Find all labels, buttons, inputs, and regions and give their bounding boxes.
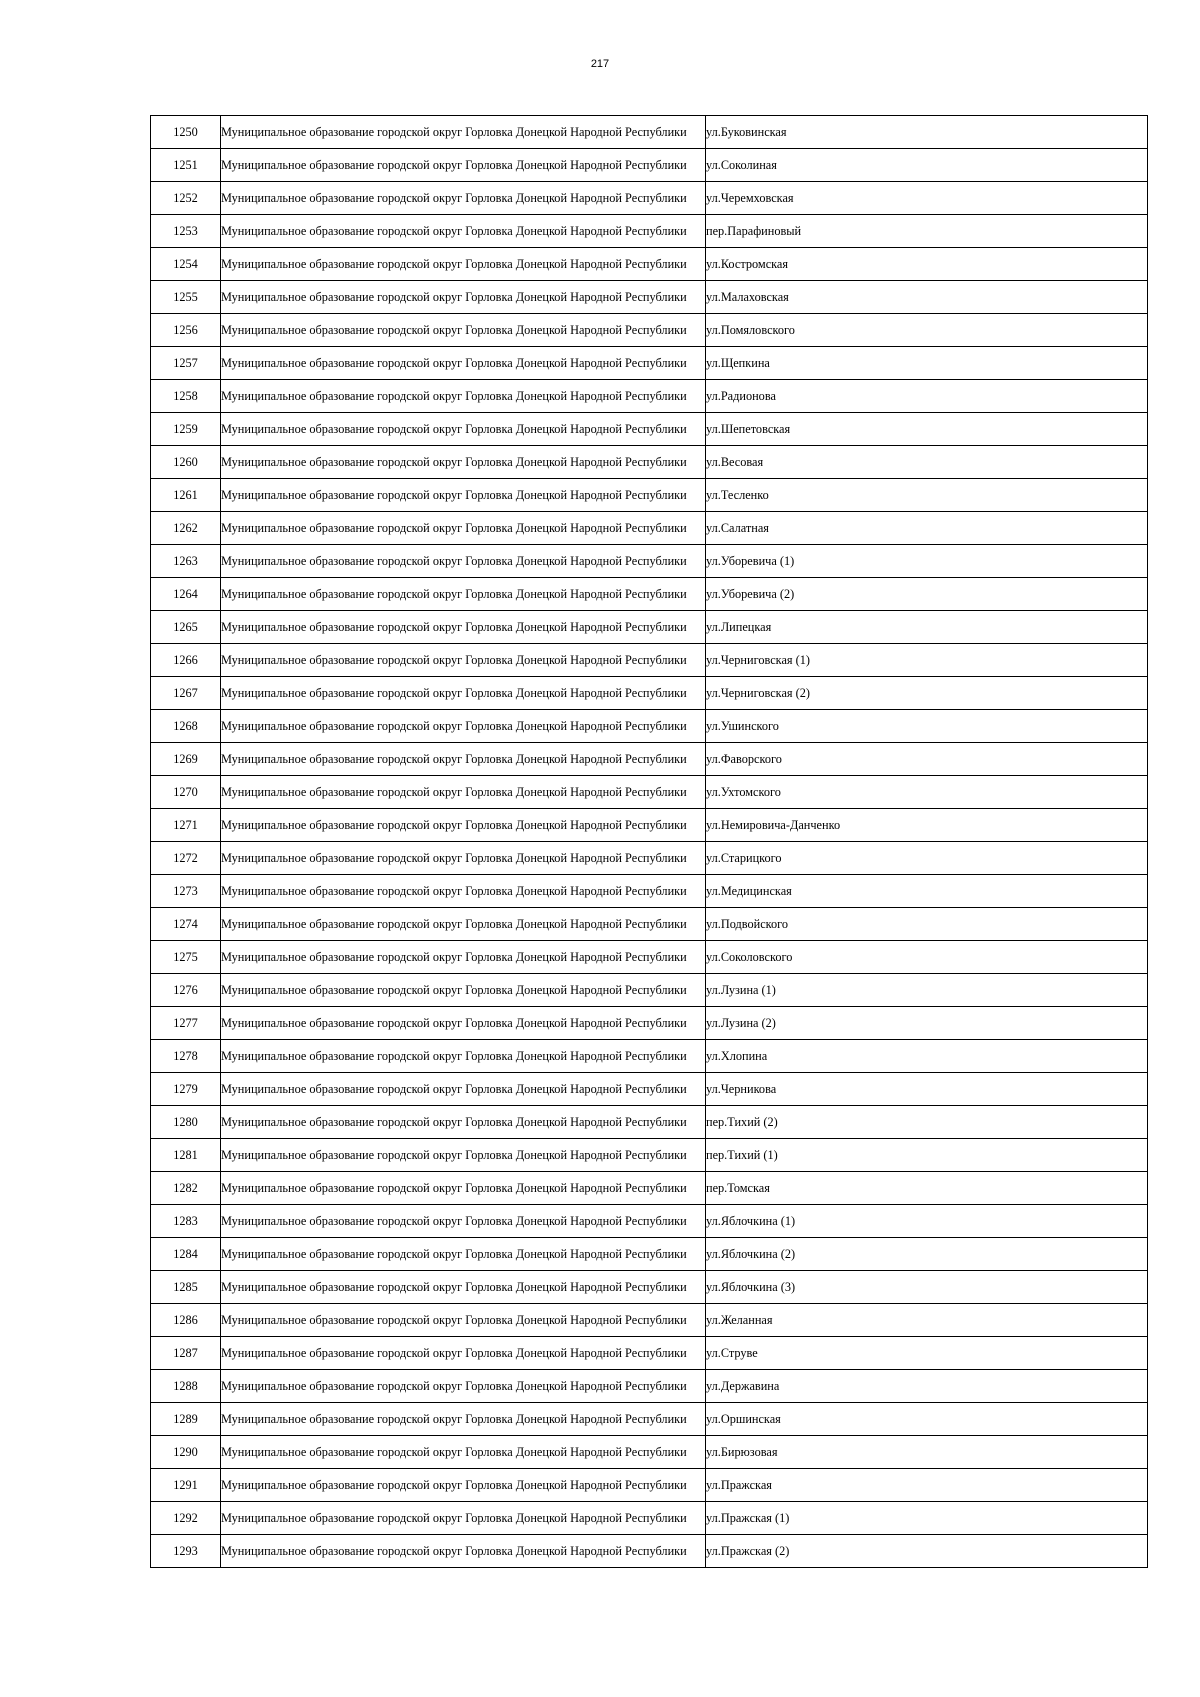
municipality-name: Муниципальное образование городской округ Горловка Донецкой Народной Республики [221, 851, 687, 865]
row-number: 1262 [151, 512, 221, 545]
table-row [151, 611, 1148, 644]
row-number: 1272 [151, 842, 221, 875]
row-number: 1287 [151, 1337, 221, 1370]
municipality-cell [221, 1370, 706, 1403]
municipality-cell [221, 1436, 706, 1469]
table-row [151, 677, 1148, 710]
municipality-name: Муниципальное образование городской округ Горловка Донецкой Народной Республики [221, 587, 687, 601]
table-row [151, 248, 1148, 281]
municipality-name: Муниципальное образование городской округ Горловка Донецкой Народной Республики [221, 389, 687, 403]
table-row [151, 347, 1148, 380]
table-row [151, 1139, 1148, 1172]
table-row [151, 1304, 1148, 1337]
row-number: 1293 [151, 1535, 221, 1568]
municipality-cell [221, 1139, 706, 1172]
table-row [151, 809, 1148, 842]
municipality-name: Муниципальное образование городской округ Горловка Донецкой Народной Республики [221, 455, 687, 469]
row-number: 1275 [151, 941, 221, 974]
table-row [151, 512, 1148, 545]
municipality-cell [221, 743, 706, 776]
municipality-name: Муниципальное образование городской округ Горловка Донецкой Народной Республики [221, 752, 687, 766]
municipality-name: Муниципальное образование городской округ Горловка Донецкой Народной Республики [221, 158, 687, 172]
municipality-cell [221, 215, 706, 248]
table-row [151, 644, 1148, 677]
municipality-name: Муниципальное образование городской округ Горловка Донецкой Народной Республики [221, 1478, 687, 1492]
municipality-name: Муниципальное образование городской округ Горловка Донецкой Народной Республики [221, 1115, 687, 1129]
street-name: ул.Старицкого [706, 842, 1148, 875]
table-row [151, 743, 1148, 776]
row-number: 1273 [151, 875, 221, 908]
street-name: ул.Лузина (2) [706, 1007, 1148, 1040]
street-name: ул.Ухтомского [706, 776, 1148, 809]
municipality-cell [221, 1271, 706, 1304]
street-name: ул.Фаворского [706, 743, 1148, 776]
street-name: пер.Парафиновый [706, 215, 1148, 248]
row-number: 1274 [151, 908, 221, 941]
table-row [151, 215, 1148, 248]
table-row [151, 1502, 1148, 1535]
municipality-name: Муниципальное образование городской округ Горловка Донецкой Народной Республики [221, 1445, 687, 1459]
table-row [151, 281, 1148, 314]
row-number: 1281 [151, 1139, 221, 1172]
municipality-name: Муниципальное образование городской округ Горловка Донецкой Народной Республики [221, 1082, 687, 1096]
row-number: 1250 [151, 116, 221, 149]
street-name: ул.Ушинского [706, 710, 1148, 743]
street-name: ул.Пражская [706, 1469, 1148, 1502]
table-row [151, 380, 1148, 413]
table-row [151, 1205, 1148, 1238]
municipality-cell [221, 710, 706, 743]
table-row [151, 1238, 1148, 1271]
municipality-cell [221, 479, 706, 512]
street-name: ул.Помяловского [706, 314, 1148, 347]
municipality-cell [221, 1238, 706, 1271]
municipality-cell [221, 347, 706, 380]
row-number: 1267 [151, 677, 221, 710]
street-name: ул.Желанная [706, 1304, 1148, 1337]
municipality-cell [221, 1403, 706, 1436]
municipality-cell [221, 1205, 706, 1238]
street-name: ул.Яблочкина (1) [706, 1205, 1148, 1238]
street-name: ул.Черемховская [706, 182, 1148, 215]
row-number: 1280 [151, 1106, 221, 1139]
municipality-name: Муниципальное образование городской округ Горловка Донецкой Народной Республики [221, 950, 687, 964]
row-number: 1260 [151, 446, 221, 479]
street-name: ул.Черниговская (1) [706, 644, 1148, 677]
municipality-cell [221, 1502, 706, 1535]
municipality-name: Муниципальное образование городской округ Горловка Донецкой Народной Республики [221, 653, 687, 667]
municipality-name: Муниципальное образование городской округ Горловка Донецкой Народной Республики [221, 818, 687, 832]
street-name: ул.Бирюзовая [706, 1436, 1148, 1469]
municipality-cell [221, 281, 706, 314]
table-row [151, 710, 1148, 743]
municipality-name: Муниципальное образование городской округ Горловка Донецкой Народной Республики [221, 1181, 687, 1195]
municipality-cell [221, 1469, 706, 1502]
municipality-cell [221, 149, 706, 182]
row-number: 1256 [151, 314, 221, 347]
row-number: 1292 [151, 1502, 221, 1535]
municipality-cell [221, 182, 706, 215]
table-row [151, 413, 1148, 446]
street-name: ул.Липецкая [706, 611, 1148, 644]
municipality-cell [221, 1304, 706, 1337]
municipality-name: Муниципальное образование городской округ Горловка Донецкой Народной Республики [221, 1214, 687, 1228]
table-row [151, 545, 1148, 578]
table-row [151, 1436, 1148, 1469]
municipality-name: Муниципальное образование городской округ Горловка Донецкой Народной Республики [221, 1049, 687, 1063]
row-number: 1283 [151, 1205, 221, 1238]
table-row [151, 1007, 1148, 1040]
municipality-name: Муниципальное образование городской округ Горловка Донецкой Народной Республики [221, 1511, 687, 1525]
street-name: ул.Подвойского [706, 908, 1148, 941]
street-name: ул.Уборевича (2) [706, 578, 1148, 611]
table-row [151, 908, 1148, 941]
row-number: 1252 [151, 182, 221, 215]
municipality-name: Муниципальное образование городской округ Горловка Донецкой Народной Республики [221, 191, 687, 205]
table-row [151, 1172, 1148, 1205]
municipality-cell [221, 611, 706, 644]
row-number: 1251 [151, 149, 221, 182]
table-row [151, 182, 1148, 215]
street-name: ул.Оршинская [706, 1403, 1148, 1436]
table-row [151, 578, 1148, 611]
street-name: ул.Соколиная [706, 149, 1148, 182]
row-number: 1257 [151, 347, 221, 380]
table-row [151, 1337, 1148, 1370]
municipality-cell [221, 809, 706, 842]
table-row [151, 941, 1148, 974]
municipality-cell [221, 512, 706, 545]
row-number: 1289 [151, 1403, 221, 1436]
table-row [151, 1403, 1148, 1436]
street-name: ул.Яблочкина (2) [706, 1238, 1148, 1271]
municipality-name: Муниципальное образование городской округ Горловка Донецкой Народной Республики [221, 1412, 687, 1426]
street-name: ул.Лузина (1) [706, 974, 1148, 1007]
row-number: 1288 [151, 1370, 221, 1403]
street-name: ул.Черникова [706, 1073, 1148, 1106]
row-number: 1276 [151, 974, 221, 1007]
street-name: пер.Тихий (1) [706, 1139, 1148, 1172]
row-number: 1259 [151, 413, 221, 446]
row-number: 1291 [151, 1469, 221, 1502]
table-row [151, 1073, 1148, 1106]
street-name: ул.Хлопина [706, 1040, 1148, 1073]
municipality-cell [221, 908, 706, 941]
municipality-name: Муниципальное образование городской округ Горловка Донецкой Народной Республики [221, 1247, 687, 1261]
municipality-name: Муниципальное образование городской округ Горловка Донецкой Народной Республики [221, 1313, 687, 1327]
row-number: 1284 [151, 1238, 221, 1271]
municipality-name: Муниципальное образование городской округ Горловка Донецкой Народной Республики [221, 257, 687, 271]
municipality-name: Муниципальное образование городской округ Горловка Донецкой Народной Республики [221, 1148, 687, 1162]
row-number: 1258 [151, 380, 221, 413]
table-row [151, 1370, 1148, 1403]
row-number: 1263 [151, 545, 221, 578]
row-number: 1254 [151, 248, 221, 281]
street-name: ул.Костромская [706, 248, 1148, 281]
municipality-cell [221, 842, 706, 875]
street-name: ул.Щепкина [706, 347, 1148, 380]
row-number: 1255 [151, 281, 221, 314]
row-number: 1285 [151, 1271, 221, 1304]
municipality-name: Муниципальное образование городской округ Горловка Донецкой Народной Республики [221, 917, 687, 931]
row-number: 1286 [151, 1304, 221, 1337]
street-name: ул.Черниговская (2) [706, 677, 1148, 710]
municipality-name: Муниципальное образование городской округ Горловка Донецкой Народной Республики [221, 1280, 687, 1294]
row-number: 1277 [151, 1007, 221, 1040]
row-number: 1269 [151, 743, 221, 776]
municipality-cell [221, 677, 706, 710]
municipality-cell [221, 248, 706, 281]
municipality-cell [221, 413, 706, 446]
street-name: ул.Буковинская [706, 116, 1148, 149]
municipality-name: Муниципальное образование городской округ Горловка Донецкой Народной Республики [221, 884, 687, 898]
municipality-name: Муниципальное образование городской округ Горловка Донецкой Народной Республики [221, 521, 687, 535]
municipality-name: Муниципальное образование городской округ Горловка Донецкой Народной Республики [221, 422, 687, 436]
street-name: пер.Тихий (2) [706, 1106, 1148, 1139]
municipality-name: Муниципальное образование городской округ Горловка Донецкой Народной Республики [221, 686, 687, 700]
street-name: ул.Пражская (1) [706, 1502, 1148, 1535]
municipality-name: Муниципальное образование городской округ Горловка Донецкой Народной Республики [221, 323, 687, 337]
street-name: ул.Яблочкина (3) [706, 1271, 1148, 1304]
street-name: ул.Пражская (2) [706, 1535, 1148, 1568]
street-name: ул.Немировича-Данченко [706, 809, 1148, 842]
municipality-name: Муниципальное образование городской округ Горловка Донецкой Народной Республики [221, 719, 687, 733]
municipality-name: Муниципальное образование городской округ Горловка Донецкой Народной Республики [221, 1346, 687, 1360]
municipality-name: Муниципальное образование городской округ Горловка Донецкой Народной Республики [221, 554, 687, 568]
row-number: 1271 [151, 809, 221, 842]
municipality-cell [221, 1073, 706, 1106]
municipality-cell [221, 875, 706, 908]
street-name: ул.Шепетовская [706, 413, 1148, 446]
table-row [151, 1271, 1148, 1304]
row-number: 1270 [151, 776, 221, 809]
municipality-name: Муниципальное образование городской округ Горловка Донецкой Народной Республики [221, 125, 687, 139]
municipality-cell [221, 644, 706, 677]
street-name: ул.Соколовского [706, 941, 1148, 974]
table-row [151, 1535, 1148, 1568]
table-row [151, 314, 1148, 347]
table-row [151, 842, 1148, 875]
municipality-name: Муниципальное образование городской округ Горловка Донецкой Народной Республики [221, 983, 687, 997]
municipality-cell [221, 116, 706, 149]
street-name: ул.Салатная [706, 512, 1148, 545]
table-row [151, 875, 1148, 908]
street-name: пер.Томская [706, 1172, 1148, 1205]
municipality-cell [221, 941, 706, 974]
row-number: 1265 [151, 611, 221, 644]
page-number: 217 [590, 58, 610, 70]
municipality-cell [221, 314, 706, 347]
municipality-name: Муниципальное образование городской округ Горловка Донецкой Народной Республики [221, 290, 687, 304]
municipality-name: Муниципальное образование городской округ Горловка Донецкой Народной Республики [221, 620, 687, 634]
municipality-cell [221, 1007, 706, 1040]
street-name: ул.Тесленко [706, 479, 1148, 512]
street-registry-table [150, 115, 1148, 1568]
municipality-cell [221, 1535, 706, 1568]
table-row [151, 974, 1148, 1007]
municipality-cell [221, 545, 706, 578]
municipality-cell [221, 1172, 706, 1205]
table-row [151, 1469, 1148, 1502]
municipality-cell [221, 1337, 706, 1370]
street-name: ул.Малаховская [706, 281, 1148, 314]
municipality-name: Муниципальное образование городской округ Горловка Донецкой Народной Республики [221, 1016, 687, 1030]
row-number: 1264 [151, 578, 221, 611]
table-body [151, 116, 1148, 1568]
street-name: ул.Струве [706, 1337, 1148, 1370]
row-number: 1282 [151, 1172, 221, 1205]
municipality-name: Муниципальное образование городской округ Горловка Донецкой Народной Республики [221, 1544, 687, 1558]
table-row [151, 1106, 1148, 1139]
municipality-name: Муниципальное образование городской округ Горловка Донецкой Народной Республики [221, 785, 687, 799]
street-name: ул.Уборевича (1) [706, 545, 1148, 578]
row-number: 1279 [151, 1073, 221, 1106]
municipality-cell [221, 446, 706, 479]
row-number: 1290 [151, 1436, 221, 1469]
row-number: 1261 [151, 479, 221, 512]
municipality-cell [221, 380, 706, 413]
street-name: ул.Медицинская [706, 875, 1148, 908]
municipality-cell [221, 974, 706, 1007]
street-name: ул.Радионова [706, 380, 1148, 413]
municipality-name: Муниципальное образование городской округ Горловка Донецкой Народной Республики [221, 488, 687, 502]
row-number: 1268 [151, 710, 221, 743]
municipality-name: Муниципальное образование городской округ Горловка Донецкой Народной Республики [221, 1379, 687, 1393]
table-row [151, 116, 1148, 149]
municipality-cell [221, 578, 706, 611]
table-row [151, 776, 1148, 809]
row-number: 1266 [151, 644, 221, 677]
table-row [151, 149, 1148, 182]
table-row [151, 446, 1148, 479]
table-row [151, 1040, 1148, 1073]
row-number: 1253 [151, 215, 221, 248]
municipality-cell [221, 776, 706, 809]
municipality-name: Муниципальное образование городской округ Горловка Донецкой Народной Республики [221, 356, 687, 370]
street-name: ул.Державина [706, 1370, 1148, 1403]
municipality-cell [221, 1040, 706, 1073]
municipality-cell [221, 1106, 706, 1139]
municipality-name: Муниципальное образование городской округ Горловка Донецкой Народной Республики [221, 224, 687, 238]
street-name: ул.Весовая [706, 446, 1148, 479]
table-row [151, 479, 1148, 512]
row-number: 1278 [151, 1040, 221, 1073]
